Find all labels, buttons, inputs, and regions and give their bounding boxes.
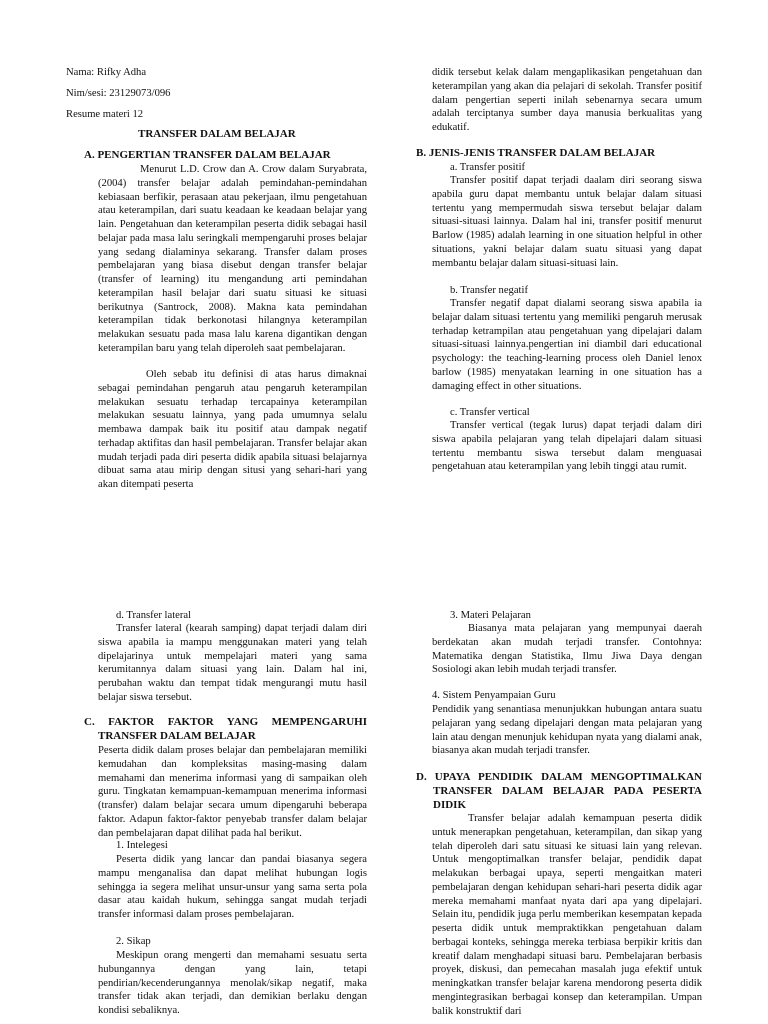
section-c-text: Peserta didik dalam proses belajar dan pembelajaran memiliki kemudahan dan kompleksitas masing-masing dalam memahami dan menerima informasi yang di sampaikan oleh guru. Tingkatan kemampuan-kemampuan menerima informasi (transfer) dalam belajar secara umum dipengaruhi beberapa faktor. Adapun faktor-faktor penyebab transfer dalam belajar dan pembelajaran dapat dilihat pada hal berikut.	[98, 745, 367, 839]
section-a-paragraph-2: Oleh sebab itu definisi di atas harus dimaknai sebagai pemindahan pengaruh atau pengaruh keterampilan melakukan sesuatu terhadap tercapainya keterampilan melakukan sesuatu lainnya, yang pada umumnya selalu membawa dampak baik itu positif atau dampak negatif terhadap aktifitas dan hasil pembelajaran. Transfer belajar akan mudah terjadi pada diri peserta didik apabila situasi belajarnya dibuat sama atau mirip dengan situsi yang sehari-hari yang akan ditempati peserta	[98, 369, 367, 490]
factor-teacher-text: Pendidik yang senantiasa menunjukkan hubungan antara suatu pelajaran yang sedang dipelajari dengan mata pelajaran yang lain atau dengan menunjuk kehidupan nyata yang dialami anak, biasanya akan mudah terjadi transfer.	[432, 704, 702, 757]
section-d-text: Transfer belajar adalah kemampuan peserta didik untuk menerapkan pengetahuan, keterampilan, dan sikap yang telah diperoleh dari satu situasi ke situasi lain yang relevan. Untuk mengoptimalkan transfer belajar, pendidik dapat melakukan berbagai upaya, seperti mengaitkan materi pembelajaran dengan kehidupan sehari-hari peserta didik agar mereka memahami manfaat nyata dari apa yang dipelajari. Selain itu, pendidik juga perlu memberikan kesempatan kepada peserta didik untuk mempraktikkan pengetahuan dalam berbagai konteks, sehingga mereka terbiasa berpikir kritis dan kreatif dalam menghadapi situasi baru. Pembelajaran berbasis proyek, diskusi, dan pemecahan masalah juga efektif untuk meningkatkan transfer belajar karena mendorong peserta didik mengintegrasikan berbagai konsep dan keterampilan. Umpan balik konstruktif dari	[432, 813, 702, 1016]
section-d-heading	[416, 771, 702, 812]
section-c-heading-line-2: TRANSFER DALAM BELAJAR	[98, 729, 256, 742]
resume-label: Resume materi 12	[66, 109, 144, 120]
section-b-heading: B. JENIS-JENIS TRANSFER DALAM BELAJAR	[416, 147, 656, 159]
lateral-transfer-label: d. Transfer lateral	[116, 610, 192, 621]
section-c-heading	[84, 716, 367, 744]
section-d-heading-line-1: D. UPAYA PENDIDIK DALAM MENGOPTIMALKAN	[416, 771, 702, 783]
section-a-continuation: didik tersebut kelak dalam mengaplikasikan pengetahuan dan keterampilan yang akan dia pelajari di sekolah. Transfer positif dalam pengertian seperti inilah sebenarnya secara umum adalah terciptanya sumber daya manusia berkualitas yang edukatif.	[432, 67, 702, 133]
factor-material-text: Biasanya mata pelajaran yang mempunyai daerah berdekatan akan mudah terjadi transfer. Contohnya: Matematika dengan Statistika, Ilmu Jiwa Daya dengan Sosiologi akan lebih mudah terjadi transfer.	[432, 623, 702, 676]
section-d-heading-line-3: DIDIK	[433, 798, 467, 811]
vertical-transfer-label: c. Transfer vertical	[450, 407, 530, 418]
factor-attitude-text: Meskipun orang mengerti dan memahami sesuatu serta hubungannya dengan yang lain, tetapi pendirian/kecenderungannya menolak/sikap negatif, maka transfer tidak akan terjadi, dan demikian berlaku dengan kondisi sebaliknya.	[98, 950, 367, 1016]
vertical-transfer-text: Transfer vertical (tegak lurus) dapat terjadi dalam diri siswa apabila pelajaran yang telah dipelajari dalam situasi tertentu membantu siswa tersebut dalam menguasai pengetahuan atau keterampilan yang lebih tinggi atau rumit.	[432, 420, 702, 473]
section-a-paragraph-1: Menurut L.D. Crow dan A. Crow dalam Suryabrata, (2004) transfer belajar adalah pemindahan-pemindahan kebiasaan berfikir, perasaan atau pekerjaan, ilmu pengetahuan atau keterampilan, dari suatu keadaan ke keadaan belajar yang lain. Pengetahuan dan keterampilan peserta didik sebagai hasil belajar pada masa lalu seringkali mempengaruhi proses belajar yang sedang dialaminya sekarang. Transfer dalam proses pembelajaran yang biasa disebut dengan transfer belajar (transfer of learning) itu mengandung arti pemindahan keterampilan hasil belajar dari suatu situasi ke situasi berikutnya (Santrock, 2008). Makna kata pemindahan keterampilan tidak berkonotasi hilangnya keterampilan melakukan sesuatu pada masa lalu karena digantikan dengan keterampilan baru yang telah diperoleh saat pembelajaran.	[98, 164, 367, 354]
section-d-heading-line-2: TRANSFER DALAM BELAJAR PADA PESERTA	[433, 784, 702, 797]
document-title: TRANSFER DALAM BELAJAR	[138, 128, 296, 140]
factor-intelligence-text: Peserta didik yang lancar dan pandai biasanya segera mampu menganalisa dan dapat melihat hubungan logis sehingga ia segera melihat unsur-unsur yang sama serta pola dasar atau kaidah hukum, sehingga sangat mudah terjadi transfer informasi dalam proses pembelajaran.	[98, 854, 367, 920]
student-nim: Nim/sesi: 23129073/096	[66, 88, 171, 99]
factor-attitude-label: 2. Sikap	[116, 936, 151, 947]
positive-transfer-text: Transfer positif dapat terjadi daalam diri seorang siswa apabila guru dapat membantu untuk belajar dalam situasi tertentu yang mempermudah siswa tersebut belajar dalam situasi-situasi lainnya. Dalam hal ini, transfer positif menurut Barlow (1985) adalah learning in one situation helpful in other situations, yakni belajar dalam suatu situasi yang dapat membantu belajar dalam situasi-situasi lain.	[432, 175, 702, 269]
student-name: Nama: Rifky Adha	[66, 67, 147, 78]
negative-transfer-label: b. Transfer negatif	[450, 285, 528, 296]
section-a-heading: A. PENGERTIAN TRANSFER DALAM BELAJAR	[84, 149, 331, 161]
section-c-heading-line-1: C. FAKTOR FAKTOR YANG MEMPENGARUHI	[84, 716, 367, 728]
factor-intelligence-label: 1. Intelegesi	[116, 840, 168, 851]
positive-transfer-label: a. Transfer positif	[450, 162, 526, 173]
factor-material-label: 3. Materi Pelajaran	[450, 610, 531, 621]
negative-transfer-text: Transfer negatif dapat dialami seorang siswa apabila ia belajar dalam situasi tertentu yang memiliki pengaruh merusak terhadap ketrampilan atau pengetahuan yang dipelajari dalam situasi-situasi lainnya.pengertian ini diambil dari educational psychology: the teaching-learning process oleh Daniel lenox barlow (1985) menyatakan learning in one situation has a damaging effect in other situations.	[432, 298, 702, 392]
factor-teacher-label: 4. Sistem Penyampaian Guru	[432, 690, 556, 701]
lateral-transfer-text: Transfer lateral (kearah samping) dapat terjadi dalam diri siswa apabila ia mampu menggunakan materi yang telah dipelajarinya untuk mempelajari materi yang sama kerumitannya dalam situasi yang lain. Dalam hal ini, perubahan waktu dan tempat tidak mengurangi mutu hasil belajar siswa tersebut.	[98, 623, 367, 703]
